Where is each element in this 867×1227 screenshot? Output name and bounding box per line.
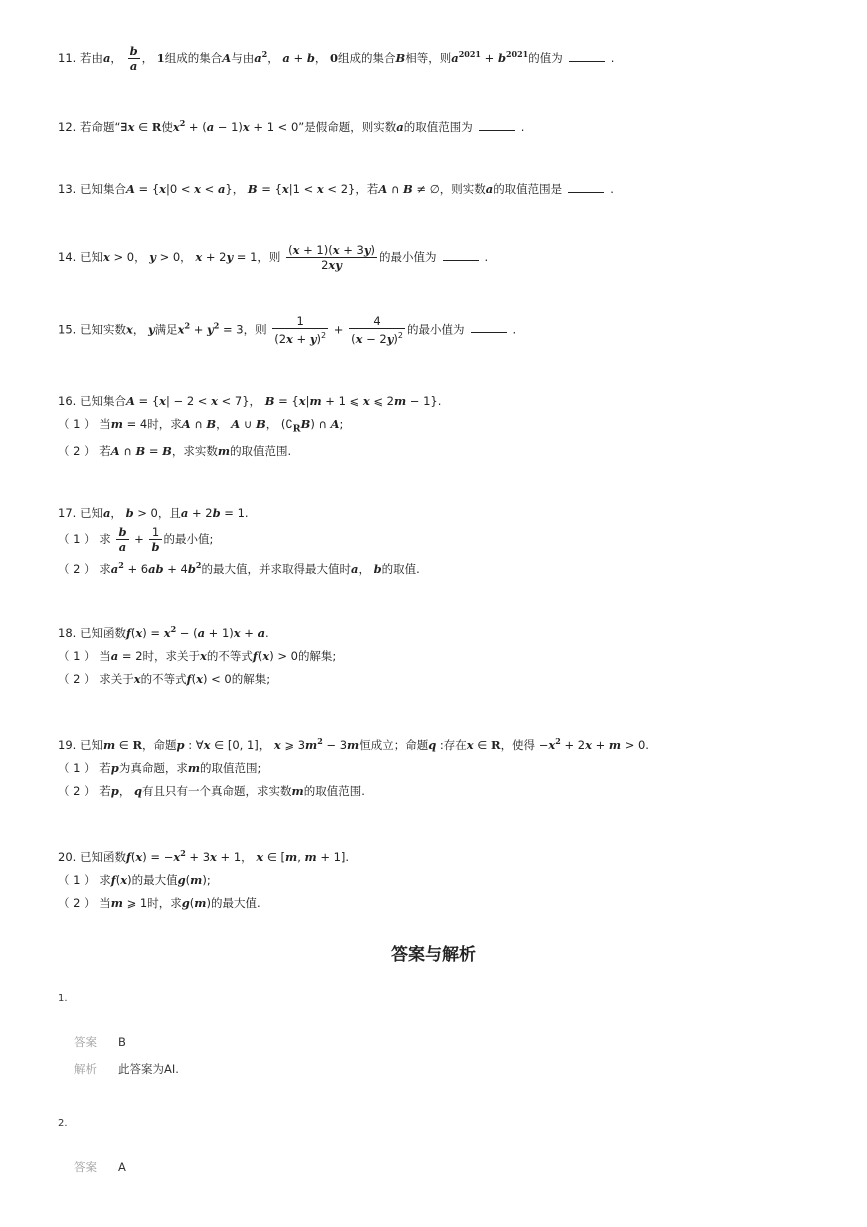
answers-section-title: 答案与解析	[391, 945, 476, 965]
answer-blank	[568, 180, 604, 193]
question-20: 20. 已知函数$f(x) = -x^2 + 3x + 1$， x ∈ [m, m + 1]. （ 1 ） 求f(x)的最大值g(m); （ 2 ） 当m ⩾ 1时，求g(m)的最大值.	[58, 848, 350, 910]
analysis-label: 解析	[74, 1062, 97, 1076]
question-16: 16. 已知集合A = {x| − 2 < x < 7}， B = {x|m + 1 ⩽ x ⩽ 2m − 1}. （ 1 ） 当m = 4时，求A ∩ B， A ∪ B， $(∁_RB)$ ∩ A; （ 2 ） 若A ∩ B = B，求实数m的取值范围.	[58, 394, 442, 459]
answer-row	[74, 1034, 126, 1050]
analysis-value: 此答案为AI.	[118, 1062, 179, 1076]
question-13: 13. 已知集合A = {x|0 < x < a}， B = {x|1 < x < 2}，若A ∩ B ≠ ∅，则实数a的取值范围是 .	[58, 182, 614, 196]
answer-value: A	[118, 1160, 126, 1174]
answer-label: 答案	[74, 1035, 97, 1049]
question-14: 14. 已知x > 0， y > 0， x + 2y = 1，则 $\frac{(x + 1)(x + 3y)}{2xy}$ 的最小值为 .	[58, 243, 489, 272]
answer-item-number: 2.	[58, 1118, 68, 1129]
answer-value: B	[118, 1035, 126, 1049]
question-15: 15. 已知实数x， y满足$x^2 + y^2 = 3$，则 $\frac{1}{(2x + y)^2}$ + $\frac{4}{(x - 2y)^2}$ 的最小值为 .	[58, 314, 517, 346]
question-12: 12. 若命题“∃x ∈ R使$x^2 + (a - 1)x + 1 < 0$”是假命题，则实数a的取值范围为 .	[58, 118, 525, 134]
answer-label: 答案	[74, 1160, 97, 1174]
answer-blank	[569, 49, 605, 62]
question-19: 19. 已知m ∈ R，命题p : ∀x ∈ [0, 1]， x ⩾ $3m^2 - 3m$恒成立；命题q :存在x ∈ R，使得 $-x^2 + 2x + m > 0$. （ 1 ） 若p为真命题，求m的取值范围; （ 2 ） 若p， q有且只有一个真命题，求实数m的取值范围.	[58, 736, 649, 798]
answer-blank	[443, 248, 479, 261]
answer-blank	[471, 320, 507, 333]
question-18: 18. 已知函数$f(x) = x^2 - (a + 1)x + a$. （ 1 ） 当a = 2时，求关于x的不等式f(x) > 0的解集; （ 2 ） 求关于x的不等式f(x) < 0的解集;	[58, 624, 337, 686]
answer-row	[74, 1159, 126, 1175]
question-11: 11. 若由a， $\frac{b}{a}$ ， 1组成的集合A与由$a^2$， a + b， 0组成的集合B相等，则$a^{2021} + b^{2021}$的值为 .	[58, 43, 615, 73]
analysis-row	[74, 1061, 179, 1077]
answer-item-number: 1.	[58, 993, 68, 1004]
question-17: 17. 已知a， b > 0，且a + 2b = 1. （ 1 ） 求 $\frac{b}{a}$ + $\frac{1}{b}$ 的最小值; （ 2 ） 求$a^2 + 6ab + 4b^2$的最大值，并求取得最大值时a， b的取值.	[58, 506, 420, 576]
answer-blank	[479, 118, 515, 131]
